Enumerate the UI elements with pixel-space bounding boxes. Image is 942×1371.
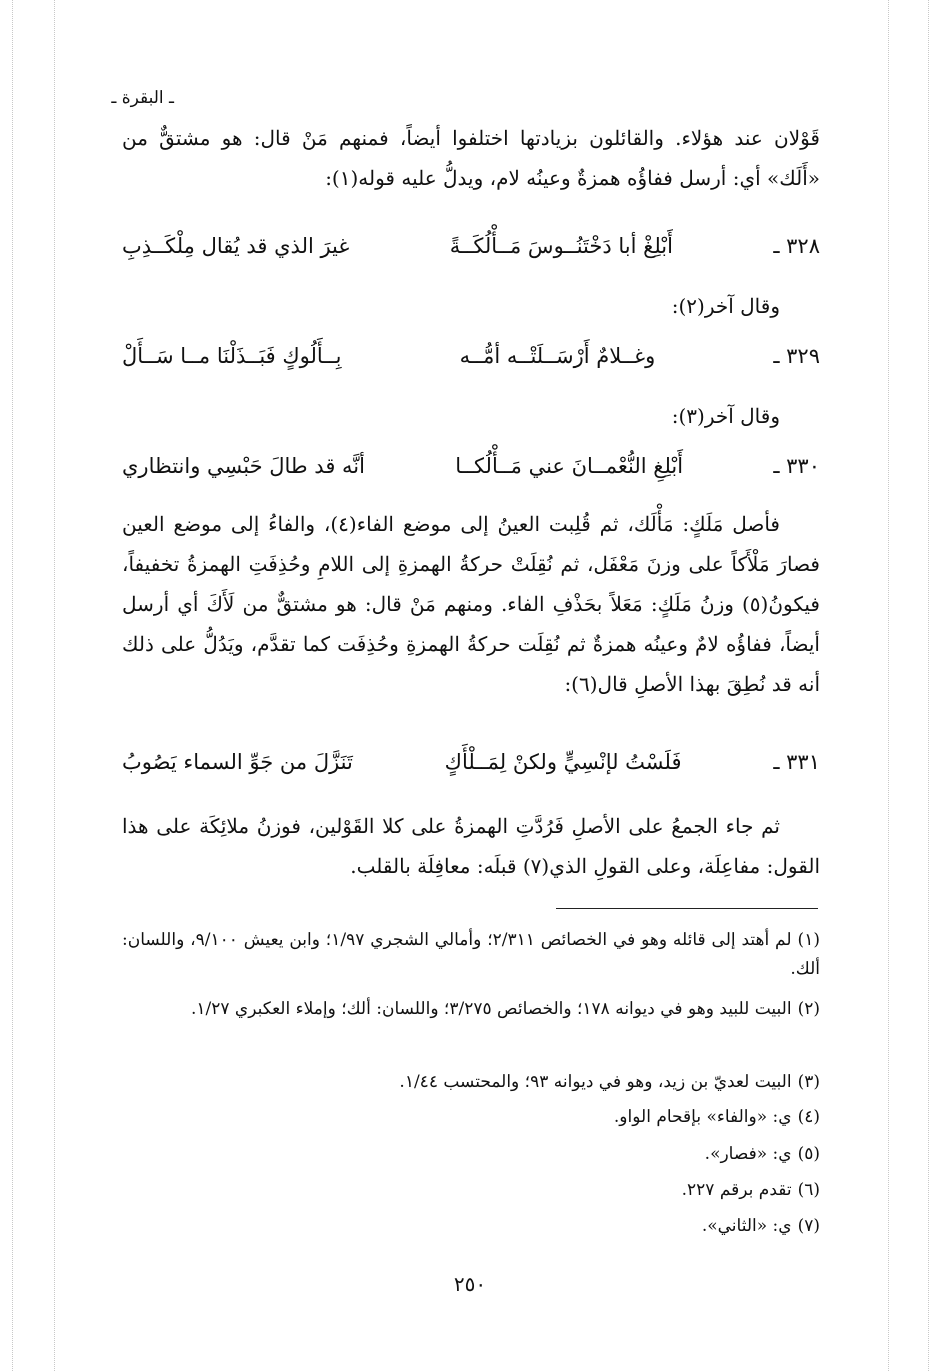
paragraph-3: وقال آخر(٣):: [671, 404, 780, 428]
verse-second-hemistich: غيرَ الذي قد يُقال مِلْكَــذِبِ: [122, 234, 350, 258]
footnote-mark: (٧): [797, 1216, 820, 1236]
verse-second-hemistich: تَنَزَّلَ من جَوِّ السماء يَصُوبُ: [122, 750, 353, 774]
footnote-mark: (٤): [797, 1107, 820, 1127]
footnote-3: [122, 1068, 820, 1097]
footnote-mark: (٦): [797, 1180, 820, 1200]
verse-329: [122, 336, 820, 376]
footnote-4: [122, 1103, 820, 1132]
footnote-text: لم أهتد إلى قائله وهو في الخصائص ٢/٣١١؛ وأمالي الشجري ١/٩٧؛ وابن يعيش ٩/١٠٠، واللسان: ألك.: [122, 930, 820, 979]
footnote-2: [122, 995, 820, 1024]
footnote-text: ي: «فصار».: [704, 1144, 792, 1164]
footnote-mark: (٣): [797, 1072, 820, 1092]
footnote-1: [122, 926, 820, 984]
footnote-mark: (١): [797, 930, 820, 950]
paragraph-5: ثم جاء الجمعُ على الأصلِ فَرُدَّتِ الهمزةُ على كلا القَوْلين، فوزنُ ملائِكَة على هذا القول: مفاعِلَة، وعلى القولِ الذي(٧) قبلَه: معافِلَة بالقلب.: [122, 814, 820, 878]
margin-dots-left-inner: [54, 0, 55, 1371]
verse-first-hemistich: أَبْلِغِ النُّعْمــانَ عني مَــأْلُكــا: [455, 454, 684, 478]
verse-number: ٣٢٩ ـ: [773, 344, 820, 368]
verse-331: [122, 742, 820, 782]
verse-number: ٣٣٠ ـ: [773, 454, 820, 478]
verse-number: ٣٣١ ـ: [773, 750, 820, 774]
page-number: ٢٥٠: [453, 1272, 487, 1296]
footnote-6: [122, 1176, 820, 1205]
verse-330: [122, 446, 820, 486]
margin-dots-right-outer: [928, 0, 929, 1371]
paragraph-1: قَوْلان عند هؤلاء. والقائلون بزيادتها اختلفوا أيضاً، فمنهم مَنْ قال: هو مشتقٌّ من «أَلَك» أي: أرسل ففاؤُه همزةٌ وعينُه لام، ويدلُّ عليه قوله(١):: [122, 126, 820, 190]
footnote-text: تقدم برقم ٢٢٧.: [681, 1180, 792, 1200]
margin-dots-left: [12, 0, 13, 1371]
verse-first-hemistich: أَبْلِغْ أبا دَخْتَنُــوسَ مَــأْلُكَــةً: [449, 234, 673, 258]
verse-second-hemistich: بِــأَلُوكٍ فَبَــذَلْنَا مــا سَــأَلْ: [122, 344, 342, 368]
footnote-5: [122, 1140, 820, 1169]
margin-dots-right: [888, 0, 889, 1371]
footnote-text: ي: «والفاء» بإقحام الواو.: [613, 1107, 792, 1127]
footnote-text: البيت لعديّ بن زيد، وهو في ديوانه ٩٣؛ والمحتسب ١/٤٤.: [399, 1072, 792, 1092]
footnote-text: ي: «الثاني».: [701, 1216, 792, 1236]
footnote-7: [122, 1212, 820, 1241]
verse-328: [122, 226, 820, 266]
verse-second-hemistich: أنَّه قد طالَ حَبْسِي وانتظاري: [122, 454, 365, 478]
verse-first-hemistich: وغــلامٌ أَرْسَــلَتْــه أمُّــه: [459, 344, 656, 368]
footnote-text: البيت للبيد وهو في ديوانه ١٧٨؛ والخصائص ٣/٢٧٥؛ واللسان: ألك؛ وإملاء العكبري ١/٢٧.: [190, 999, 792, 1019]
footnote-mark: (٢): [797, 999, 820, 1019]
running-header: ـ البقرة ـ: [111, 88, 174, 108]
paragraph-4: فأصل مَلَكٍ: مَأْلَك، ثم قُلِبت العينُ إلى موضع الفاء(٤)، والفاءُ إلى موضع العين فصارَ مَلْأَكاً على وزنَ مَعْفَل، ثم نُقِلَتْ حركةُ الهمزةِ إلى اللامِ وحُذِفَتِ الهمزةُ تخفيفاً، فيكونُ(٥) وزنُ مَلَكٍ: مَعَلاً بحَذْفِ الفاء. ومنهم مَنْ قال: هو مشتقٌّ من لَأَكَ أي أرسل أيضاً، ففاؤُه لامٌ وعينُه همزةٌ ثم نُقِلَت حركةُ الهمزةِ وحُذِفَت كما تقدَّم، ويَدُلُّ على ذلك أنه قد نُطِقَ بهذا الأصلِ قال(٦):: [122, 512, 820, 696]
verse-first-hemistich: فَلَسْتُ لإنْسِيٍّ ولكنْ لِمَــلْأَكٍ: [444, 750, 682, 774]
footnote-mark: (٥): [797, 1144, 820, 1164]
footnote-separator: [556, 908, 818, 909]
paragraph-2: وقال آخر(٢):: [671, 294, 780, 318]
verse-number: ٣٢٨ ـ: [773, 234, 820, 258]
